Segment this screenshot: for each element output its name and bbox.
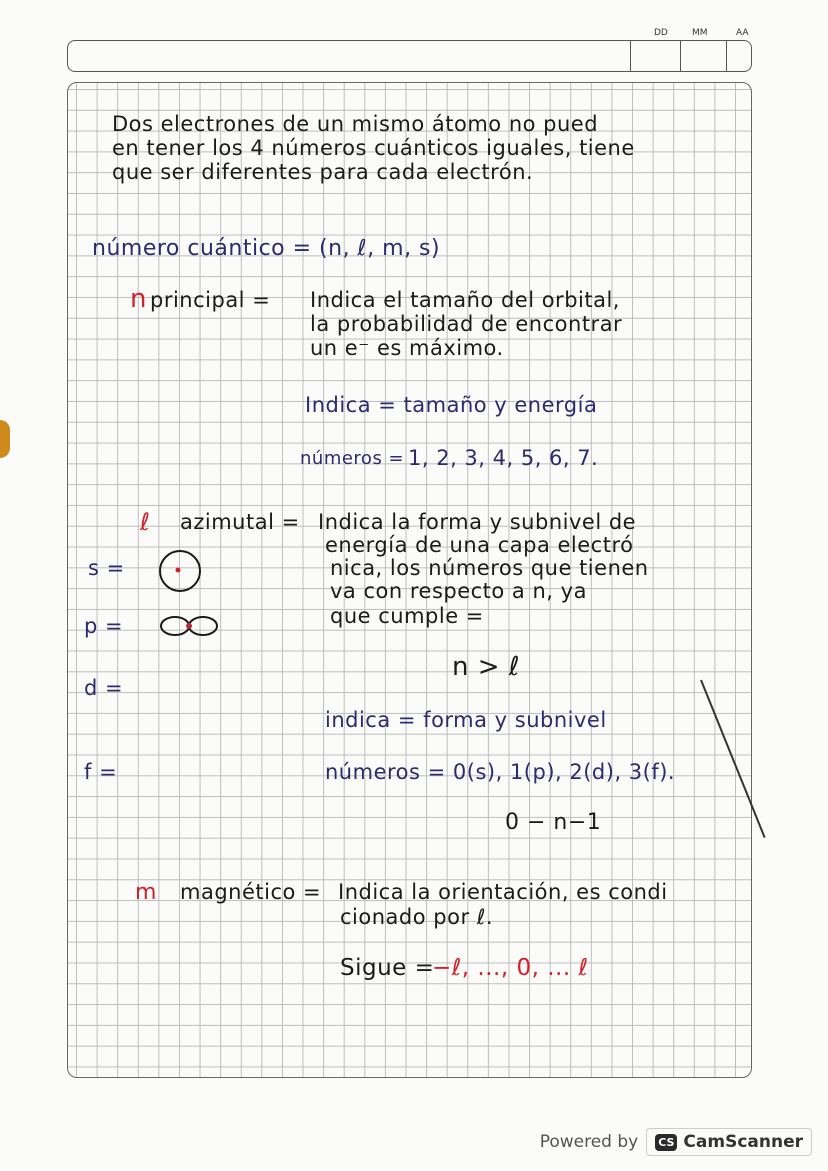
date-box-mm [680, 40, 681, 72]
n-numeros-values: 1, 2, 3, 4, 5, 6, 7. [408, 446, 599, 470]
m-desc-2: cionado por ℓ. [340, 905, 494, 929]
binder-tab [0, 420, 10, 458]
intro-line-1: Dos electrones de un mismo átomo no pued [112, 112, 599, 136]
m-desc-1: Indica la orientación, es condi [338, 880, 668, 904]
orbital-p-label: p = [84, 614, 124, 638]
l-desc-1: Indica la forma y subnivel de [318, 510, 637, 534]
quantum-number-title: número cuántico = (n, ℓ, m, s) [92, 236, 441, 261]
camscanner-logo-icon: CS [655, 1134, 677, 1151]
n-desc-1: Indica el tamaño del orbital, [310, 288, 620, 312]
n-numeros-label: números = [300, 448, 405, 469]
date-label-mm: MM [692, 28, 708, 38]
camscanner-watermark [540, 1128, 812, 1156]
l-range: 0 − n−1 [505, 810, 602, 835]
m-label: magnético = [180, 880, 322, 904]
p-orbital-icon [155, 612, 225, 640]
l-desc-5: que cumple = [330, 604, 484, 628]
n-desc-2: la probabilidad de encontrar [310, 312, 623, 336]
l-numeros: números = 0(s), 1(p), 2(d), 3(f). [325, 760, 676, 784]
date-label-dd: DD [654, 28, 668, 38]
date-box-dd [630, 40, 631, 72]
l-desc-4: va con respecto a n, ya [330, 579, 587, 603]
s-orbital-icon [150, 548, 210, 594]
date-box-aa [726, 40, 727, 72]
orbital-s-label: s = [88, 556, 125, 580]
l-relation: n > ℓ [452, 652, 521, 682]
m-sigue-label: Sigue = [340, 955, 435, 981]
l-label: azimutal = [180, 510, 300, 534]
camscanner-brand: CamScanner [683, 1132, 803, 1152]
header-box [67, 40, 752, 72]
orbital-f-label: f = [84, 760, 118, 784]
n-symbol: n [130, 284, 147, 314]
m-symbol: m [135, 880, 157, 905]
camscanner-badge [646, 1128, 812, 1156]
intro-line-2: en tener los 4 números cuánticos iguales, tiene [112, 136, 635, 160]
n-indica: Indica = tamaño y energía [305, 393, 598, 417]
l-indica: indica = forma y subnivel [325, 708, 607, 732]
intro-line-3: que ser diferentes para cada electrón. [112, 160, 534, 184]
l-symbol: ℓ [140, 508, 151, 536]
powered-by-text: Powered by [539, 1132, 639, 1152]
l-desc-2: energía de una capa electró [325, 533, 634, 557]
orbital-d-label: d = [84, 676, 124, 700]
n-desc-3: un e⁻ es máximo. [310, 336, 504, 360]
m-sigue-values: −ℓ, ..., 0, ... ℓ [432, 955, 589, 981]
date-label-aa: AA [736, 28, 749, 38]
n-label: principal = [150, 288, 271, 312]
l-desc-3: nica, los números que tienen [330, 556, 649, 580]
